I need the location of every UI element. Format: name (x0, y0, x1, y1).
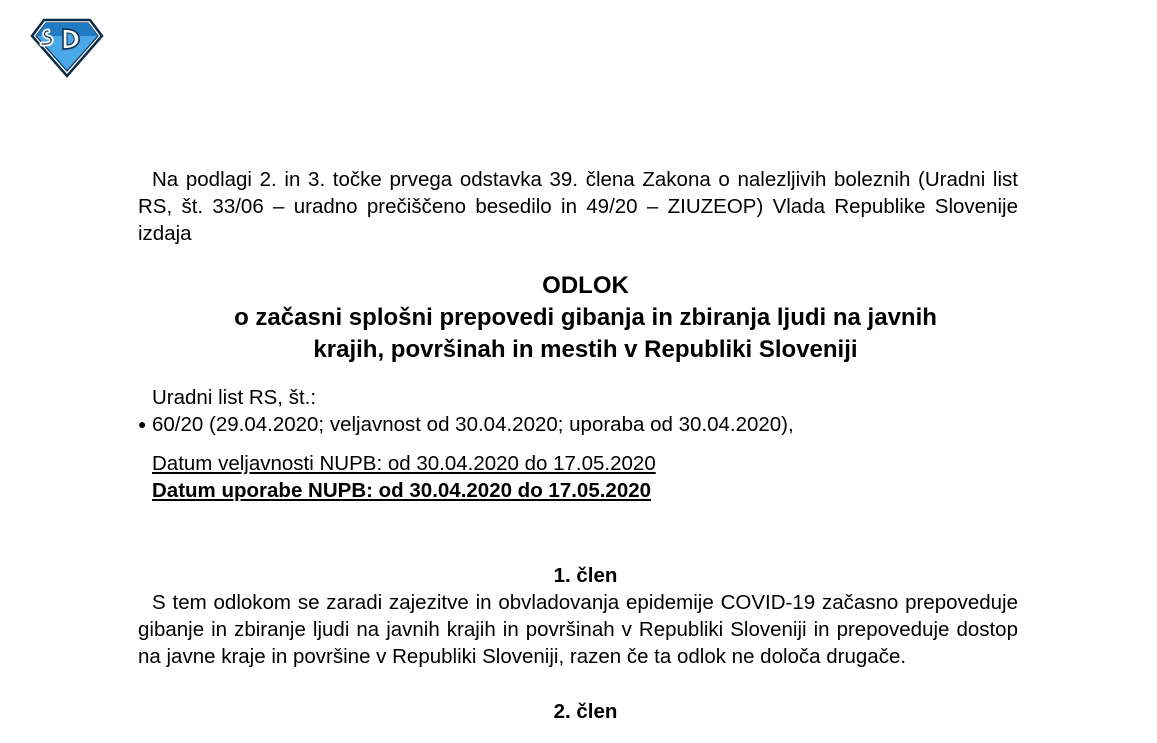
sd-logo (30, 16, 104, 78)
validity-block (138, 450, 1018, 504)
shield-logo-icon (30, 16, 104, 78)
gazette-block (138, 384, 1018, 438)
document-subtitle (138, 302, 1018, 366)
subtitle-line-1: o začasni splošni prepovedi gibanja in zbiranja ljudi na javnih (234, 304, 937, 331)
document-title: ODLOK (542, 272, 629, 299)
gazette-label: Uradni list RS, št.: (152, 386, 317, 409)
subtitle-line-2: krajih, površinah in mestih v Republiki Sloveniji (313, 336, 858, 363)
bullet-icon: ● (138, 416, 147, 432)
article-2-heading: 2. člen (553, 700, 618, 723)
intro-paragraph: Na podlagi 2. in 3. točke prvega odstavka 39. člena Zakona o nalezljivih boleznih (Uradni list RS, št. 33/06 – uradno prečiščeno besedilo in 49/20 – ZIUZEOP) Vlada Republike Slovenije izdaja (138, 168, 1018, 245)
gazette-list-item (138, 411, 1018, 438)
validity-date-line: Datum veljavnosti NUPB: od 30.04.2020 do 17.05.2020 (152, 452, 656, 475)
article-1-heading: 1. člen (553, 564, 618, 587)
article-1-text: S tem odlokom se zaradi zajezitve in obvladovanja epidemije COVID-19 začasno prepoveduje gibanje in zbiranje ljudi na javnih krajih in površinah v Republiki Sloveniji in prepoveduje dostop na javne kraje in površine v Republiki Sloveniji, razen če ta odlok ne določa drugače. (138, 591, 1018, 668)
document-body (138, 166, 1018, 725)
application-date-line: Datum uporabe NUPB: od 30.04.2020 do 17.05.2020 (152, 479, 652, 502)
gazette-item-text: 60/20 (29.04.2020; veljavnost od 30.04.2020; uporaba od 30.04.2020), (152, 413, 794, 436)
